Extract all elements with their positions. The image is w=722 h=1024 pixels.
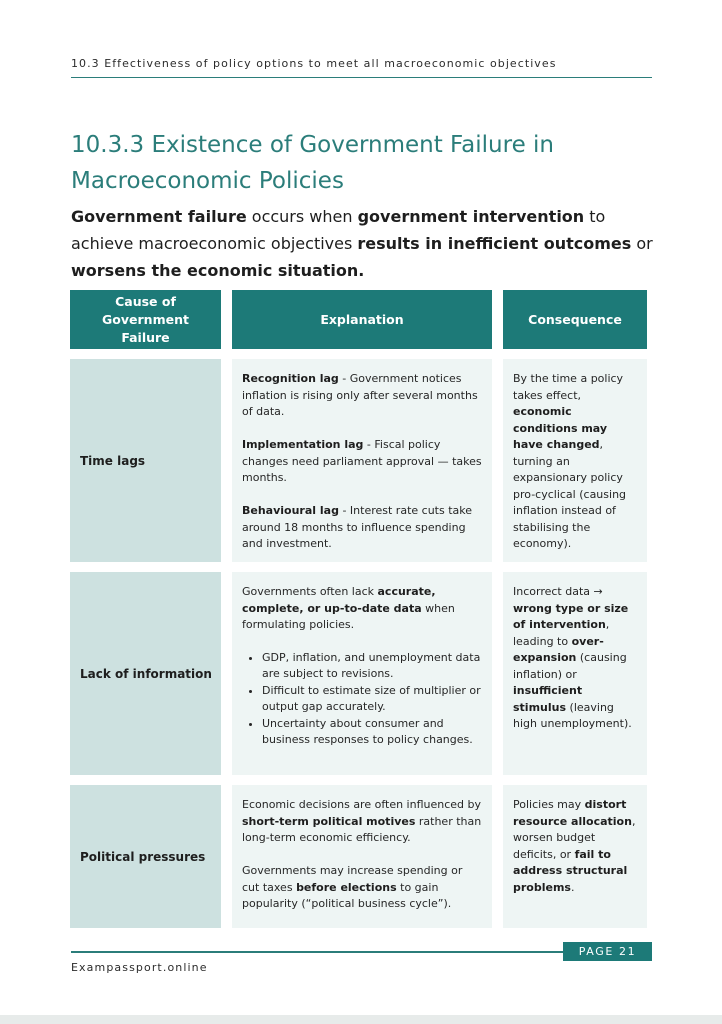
list-item: • Uncertainty about consumer and business responses to policy changes. [262,716,483,749]
running-header: 10.3 Effectiveness of policy options to meet all macroeconomic objectives [71,57,557,70]
column-header-explanation: Explanation [232,290,492,349]
row-explanation-lack-of-information: Governments often lack accurate, complete, or up-to-date data when formulating policies. • GDP, inflation, and unemployment data are subject to revisions. • Difficult to estimate size of multiplier or output gap accurately. • Uncertainty about consumer and business responses to policy changes. [232,572,492,775]
bullet-list [242,650,483,749]
column-header-consequence: Consequence [503,290,647,349]
column-header-cause-label: Cause of Government Failure [102,293,189,345]
list-item: • Difficult to estimate size of multiplier or output gap accurately. [262,683,483,716]
row-consequence-lack-of-information: Incorrect data → wrong type or size of intervention, leading to over-expansion (causing inflation) or insufficient stimulus (leaving high unemployment). [503,572,647,775]
row-cause-time-lags: Time lags [70,359,221,562]
row-consequence-political-pressures: Policies may distort resource allocation, worsen budget deficits, or fail to address structural problems. [503,785,647,928]
header-divider [71,77,652,78]
row-explanation-political-pressures: Economic decisions are often influenced by short-term political motives rather than long-term economic efficiency. Governments may increase spending or cut taxes before elections to gain popularity (“political business cycle”). [232,785,492,928]
row-cause-political-pressures: Political pressures [70,785,221,928]
row-consequence-time-lags: By the time a policy takes effect, economic conditions may have changed, turning an expansionary policy pro-cyclical (causing inflation instead of stabilising the economy). [503,359,647,562]
row-cause-lack-of-information: Lack of information [70,572,221,775]
column-header-cause [70,290,221,349]
list-item: • GDP, inflation, and unemployment data are subject to revisions. [262,650,483,683]
row-explanation-time-lags: Recognition lag - Government notices inflation is rising only after several months of data. Implementation lag - Fiscal policy changes need parliament approval — takes months. Behavioural lag - Interest rate cuts take around 18 months to influence spending and investment. [232,359,492,562]
page-number-badge: PAGE 21 [563,942,652,961]
intro-paragraph: Government failure occurs when government intervention to achieve macroeconomic objectives results in inefficient outcomes or worsens the economic situation. [71,207,653,280]
page-edge-band [0,1015,722,1024]
footer-site: Exampassport.online [71,961,208,974]
section-title: 10.3.3 Existence of Government Failure in Macroeconomic Policies [71,132,555,194]
